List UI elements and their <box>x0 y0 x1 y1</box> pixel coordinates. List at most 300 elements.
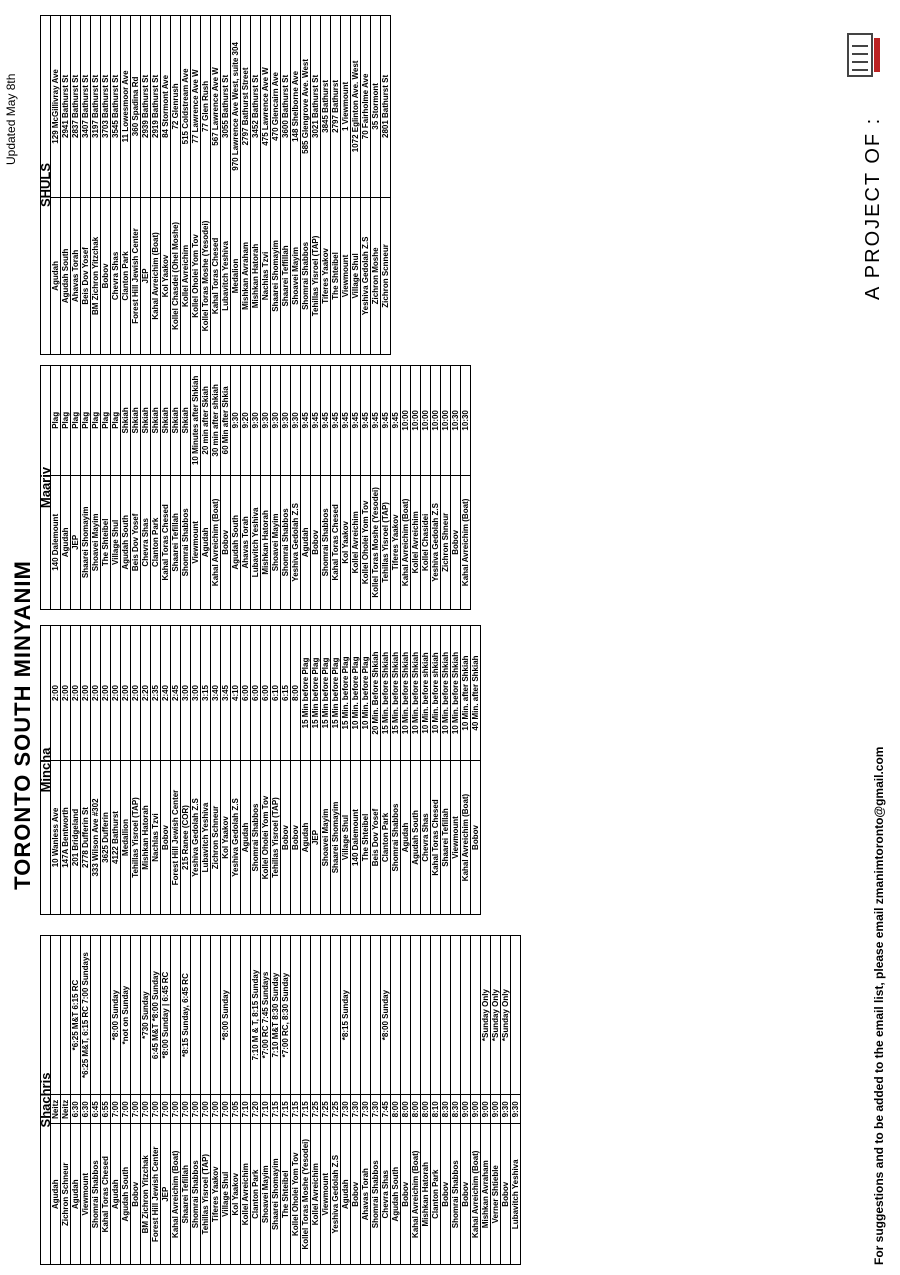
shachris-cell: 6:30 <box>81 1095 91 1124</box>
mincha-cell: Kol Yaakov <box>221 760 231 914</box>
table-row <box>131 936 141 1265</box>
table-row <box>391 366 401 610</box>
shuls-cell: 3055 Bathurst St <box>221 16 231 198</box>
mincha-cell: 15 Min. before Plag <box>341 626 351 761</box>
shuls-cell: Agudah <box>51 197 61 354</box>
shachris-cell: 7:15 <box>281 1095 291 1124</box>
table-row <box>91 936 101 1265</box>
maariv-cell: Kollel Toras Moshe (Yesodei) <box>371 475 381 609</box>
shachris-cell: *8:15 Sunday, 6:45 RC <box>181 936 191 1095</box>
table-row <box>421 936 431 1265</box>
shachris-cell: 7:15 <box>301 1095 311 1124</box>
maariv-cell: Kahal Avreichim (Boat) <box>461 475 471 609</box>
table-row <box>201 936 211 1265</box>
shuls-cell: Kollel Oholei Yom Tov <box>191 197 201 354</box>
mincha-cell: 201 Bridgeland <box>71 760 81 914</box>
mincha-cell: Kahal Toras Chesed <box>431 760 441 914</box>
maariv-cell: 10:00 <box>411 366 421 476</box>
table-row <box>461 626 471 915</box>
updated-date: Updated May 8th <box>4 73 18 165</box>
table-row <box>351 626 361 915</box>
shachris-cell: *8:15 Sunday <box>341 936 351 1095</box>
table-row <box>341 936 351 1265</box>
mincha-cell: 10 Min. before Plag <box>351 626 361 761</box>
shachris-cell: Bobov <box>401 1124 411 1265</box>
table-row <box>451 626 461 915</box>
table-row <box>311 626 321 915</box>
shuls-cell: 470 Glencairn Ave <box>271 16 281 198</box>
mincha-cell: Agudah <box>301 760 311 914</box>
shachris-cell <box>511 936 521 1095</box>
shuls-cell: Tehillas Yisroel (TAP) <box>311 197 321 354</box>
table-row <box>141 366 151 610</box>
table-row <box>451 936 461 1265</box>
shachris-cell: Agudah South <box>121 1124 131 1265</box>
maariv-cell: Agudah <box>201 475 211 609</box>
page-title: TORONTO SOUTH MINYANIM <box>10 560 35 890</box>
maariv-cell: 9:30 <box>271 366 281 476</box>
table-row <box>221 16 231 355</box>
maariv-cell: Bobov <box>221 475 231 609</box>
shuls-cell: Agudah South <box>61 197 71 354</box>
mincha-cell: 8:00 <box>291 626 301 761</box>
maariv-cell: Shkiah <box>151 366 161 476</box>
mincha-cell: 2:20 <box>141 626 151 761</box>
shachris-cell: 8:10 <box>431 1095 441 1124</box>
table-row <box>211 936 221 1265</box>
table-row <box>411 366 421 610</box>
table-row <box>441 626 451 915</box>
shachris-cell: Bobov <box>441 1124 451 1265</box>
mincha-cell: Bobov <box>161 760 171 914</box>
shuls-cell: 2837 Bathurst St <box>71 16 81 198</box>
shachris-cell: 7:00 <box>131 1095 141 1124</box>
table-row <box>231 936 241 1265</box>
table-row <box>81 366 91 610</box>
mincha-cell: 15 Min before Plag <box>321 626 331 761</box>
shachris-cell: Viewmount <box>81 1124 91 1265</box>
maariv-cell: 9:45 <box>391 366 401 476</box>
table-row <box>181 366 191 610</box>
mincha-cell: 40 Min. after Shkiah <box>471 626 481 761</box>
maariv-cell: 9:45 <box>331 366 341 476</box>
table-row <box>151 936 161 1265</box>
mincha-cell: Lubavitch Yeshiva <box>201 760 211 914</box>
shachris-cell <box>391 936 401 1095</box>
shachris-cell <box>131 936 141 1095</box>
shuls-cell: 3197 Bathurst St <box>91 16 101 198</box>
table-row <box>401 936 411 1265</box>
maariv-cell: 10:00 <box>441 366 451 476</box>
table-row <box>121 936 131 1265</box>
mincha-cell: 2:00 <box>121 626 131 761</box>
shuls-cell: 2801 Bathurst St <box>381 16 391 198</box>
maariv-cell: 9:45 <box>381 366 391 476</box>
maariv-cell: Plag <box>71 366 81 476</box>
shachris-cell: Kollel Avreichim <box>241 1124 251 1265</box>
table-row <box>321 366 331 610</box>
table-row <box>461 936 471 1265</box>
shachris-cell <box>401 936 411 1095</box>
shachris-cell <box>351 936 361 1095</box>
shachris-cell: JEP <box>161 1124 171 1265</box>
table-row <box>381 936 391 1265</box>
shachris-cell <box>171 936 181 1095</box>
shuls-cell: Kollel Toras Moshe (Yesodei) <box>201 197 211 354</box>
maariv-cell: 30 min after shkiah <box>211 366 221 476</box>
table-row <box>151 626 161 915</box>
shuls-cell: 3452 Bathurst St <box>251 16 261 198</box>
maariv-cell: Kollel Avreichim <box>411 475 421 609</box>
shachris-cell: Agudah <box>341 1124 351 1265</box>
shachris-cell: 7:45 <box>381 1095 391 1124</box>
shuls-cell: 148 Shelborne Ave <box>291 16 301 198</box>
table-row <box>271 936 281 1265</box>
maariv-cell: Plag <box>111 366 121 476</box>
table-row <box>391 626 401 915</box>
table-row <box>461 366 471 610</box>
shachris-cell: 7:00 <box>121 1095 131 1124</box>
maariv-cell: Plag <box>61 366 71 476</box>
table-row <box>351 16 361 355</box>
shuls-cell: 3703 Bathurst St <box>101 16 111 198</box>
shachris-cell: *8:00 Sunday <box>111 936 121 1095</box>
shachris-cell: Agudah <box>51 1124 61 1265</box>
table-row <box>311 16 321 355</box>
shachris-cell: Mishkan Hatorah <box>421 1124 431 1265</box>
maariv-cell: 140 Dalemount <box>51 475 61 609</box>
maariv-title: Maariv <box>41 366 51 610</box>
table-row <box>401 626 411 915</box>
shuls-cell: Ahavas Torah <box>71 197 81 354</box>
table-row <box>281 366 291 610</box>
shachris-cell: 7:10 M & T, 8:15 Sunday <box>251 936 261 1095</box>
shachris-cell <box>331 936 341 1095</box>
mincha-cell: The Shteibel <box>361 760 371 914</box>
maariv-cell: 9:45 <box>371 366 381 476</box>
shachris-cell: Viewmount <box>321 1124 331 1265</box>
table-row <box>291 16 301 355</box>
shachris-cell: *8:00 Sunday <box>381 936 391 1095</box>
table-row <box>221 936 231 1265</box>
shachris-cell: 9:00 <box>491 1095 501 1124</box>
shachris-cell: Neitz <box>61 1095 71 1124</box>
maariv-cell: 10:00 <box>421 366 431 476</box>
table-row <box>381 16 391 355</box>
mincha-cell: 140 Dalemount <box>351 760 361 914</box>
table-row <box>341 16 351 355</box>
table-row <box>321 626 331 915</box>
maariv-cell: Shkiah <box>161 366 171 476</box>
shuls-cell: The Shteibel <box>331 197 341 354</box>
table-row <box>131 626 141 915</box>
shuls-cell: Bobov <box>101 197 111 354</box>
shachris-cell: 7:00 <box>171 1095 181 1124</box>
maariv-cell: Kahal Avreichim (Boat) <box>401 475 411 609</box>
mincha-cell: 2:00 <box>81 626 91 761</box>
table-row <box>111 366 121 610</box>
table-row <box>251 366 261 610</box>
mincha-cell: 3:15 <box>201 626 211 761</box>
mincha-cell: 2778 Dufferin St <box>81 760 91 914</box>
table-row <box>211 16 221 355</box>
shachris-cell: Clanton Park <box>251 1124 261 1265</box>
maariv-cell: Tiferes Yaakov <box>391 475 401 609</box>
table-row <box>501 936 511 1265</box>
table-row <box>331 16 341 355</box>
shachris-cell: Clanton Park <box>431 1124 441 1265</box>
maariv-cell: Kahal Toras Chesed <box>161 475 171 609</box>
mincha-cell: Forest Hill Jewish Center <box>171 760 181 914</box>
table-row <box>351 936 361 1265</box>
table-row <box>61 936 71 1265</box>
maariv-cell: Agudah <box>301 475 311 609</box>
table-row <box>141 16 151 355</box>
table-row <box>311 366 321 610</box>
maariv-cell: Shaarei Shomayim <box>81 475 91 609</box>
table-row <box>71 626 81 915</box>
shuls-cell: Mishkan Avraham <box>241 197 251 354</box>
shachris-cell: Kahal Avreichim (Boat) <box>411 1124 421 1265</box>
table-row <box>371 626 381 915</box>
table-row <box>371 366 381 610</box>
table-row <box>251 16 261 355</box>
shachris-cell: *8:00 Sunday <box>221 936 231 1095</box>
shachris-cell <box>371 936 381 1095</box>
shachris-cell: 7:20 <box>251 1095 261 1124</box>
maariv-cell: Shkiah <box>171 366 181 476</box>
shachris-cell: Bobov <box>501 1124 511 1265</box>
mincha-cell: Bobov <box>471 760 481 914</box>
shachris-cell <box>231 936 241 1095</box>
mincha-cell: Beis Dov Yosef <box>371 760 381 914</box>
shachris-cell: Shomrai Shabbos <box>91 1124 101 1265</box>
table-row <box>231 366 241 610</box>
table-row <box>91 366 101 610</box>
table-row <box>241 366 251 610</box>
table-row <box>301 16 311 355</box>
shachris-cell <box>451 936 461 1095</box>
mincha-cell: 20 Min. Before Shkiah <box>371 626 381 761</box>
mincha-section <box>40 620 481 915</box>
shachris-cell: Forest Hill Jewish Center <box>151 1124 161 1265</box>
shachris-cell <box>421 936 431 1095</box>
shachris-cell <box>61 936 71 1095</box>
mincha-cell: 6:00 <box>241 626 251 761</box>
maariv-cell: The Shteibel <box>101 475 111 609</box>
mincha-cell: Agudah <box>401 760 411 914</box>
shachris-cell: 7:25 <box>321 1095 331 1124</box>
table-row <box>171 626 181 915</box>
maariv-cell: Bobov <box>311 475 321 609</box>
maariv-cell: Plag <box>101 366 111 476</box>
table-row <box>191 16 201 355</box>
mincha-cell: Yeshiva Gedolah Z.S <box>231 760 241 914</box>
table-row <box>291 936 301 1265</box>
table-row <box>191 626 201 915</box>
mincha-cell: Zichron Schneur <box>211 760 221 914</box>
table-row <box>141 626 151 915</box>
table-row <box>241 626 251 915</box>
maariv-cell: 10:00 <box>431 366 441 476</box>
maariv-cell: Zichron Shneur <box>441 475 451 609</box>
mincha-cell: Medallion <box>121 760 131 914</box>
table-row <box>371 16 381 355</box>
table-row <box>391 936 401 1265</box>
mincha-cell: 4:10 <box>231 626 241 761</box>
maariv-cell: 9:30 <box>261 366 271 476</box>
table-row <box>331 366 341 610</box>
shachris-cell: 7:25 <box>331 1095 341 1124</box>
shachris-cell: 9:30 <box>511 1095 521 1124</box>
table-row <box>381 626 391 915</box>
shachris-cell: *Sunday Only <box>491 936 501 1095</box>
mincha-cell: 10 Min. before Plag <box>361 626 371 761</box>
shachris-cell: Kahal Toras Chesed <box>101 1124 111 1265</box>
mincha-cell: Tehillas Yisroel (TAP) <box>131 760 141 914</box>
table-row <box>181 626 191 915</box>
mincha-cell: 2:00 <box>51 626 61 761</box>
shuls-cell: Tiferes Yaakov <box>321 197 331 354</box>
table-row <box>401 366 411 610</box>
table-row <box>121 626 131 915</box>
table-row <box>271 626 281 915</box>
maariv-cell: Plag <box>81 366 91 476</box>
mincha-cell: 10 Min. before Shkiah <box>441 626 451 761</box>
shuls-cell: 1 Viewmount <box>341 16 351 198</box>
mincha-cell: Yeshiva Gedolah Z.S <box>191 760 201 914</box>
shachris-cell: *8:00 Sunday | 6:45 RC <box>161 936 171 1095</box>
mincha-cell: 10 Min. before shkiah <box>431 626 441 761</box>
maariv-cell: Kollel Chasidei <box>421 475 431 609</box>
shuls-section <box>40 10 391 355</box>
shachris-cell: 8:30 <box>451 1095 461 1124</box>
maariv-cell: Agudah <box>61 475 71 609</box>
maariv-cell: 10:30 <box>451 366 461 476</box>
shuls-cell: 585 Glengrove Ave. West <box>301 16 311 198</box>
maariv-cell: 10:30 <box>461 366 471 476</box>
mincha-cell: 3:40 <box>211 626 221 761</box>
shuls-cell: Mishkan Hatorah <box>251 197 261 354</box>
shachris-cell <box>411 936 421 1095</box>
table-row <box>261 16 271 355</box>
shachris-cell: Agudah South <box>391 1124 401 1265</box>
table-row <box>121 366 131 610</box>
maariv-cell: Lubavitch Yeshiva <box>251 475 261 609</box>
maariv-cell: Shomrai Shabbos <box>321 475 331 609</box>
mincha-cell: Chevra Shas <box>421 760 431 914</box>
maariv-cell: 9:45 <box>361 366 371 476</box>
mincha-cell: 2:00 <box>61 626 71 761</box>
shachris-cell <box>91 936 101 1095</box>
table-row <box>371 936 381 1265</box>
mincha-cell: Village Shul <box>341 760 351 914</box>
table-row <box>421 366 431 610</box>
maariv-cell: 9:30 <box>251 366 261 476</box>
mincha-cell: 2:00 <box>101 626 111 761</box>
maariv-cell: 60 Min after Shkia <box>221 366 231 476</box>
shachris-cell: Kollel Avreichim <box>311 1124 321 1265</box>
shachris-cell: 6:45 <box>91 1095 101 1124</box>
table-row <box>91 16 101 355</box>
table-row <box>161 936 171 1265</box>
footer-note: For suggestions and to be added to the email list, please email zmanimtoronto@gmail.com <box>872 746 886 1265</box>
maariv-cell: 9:30 <box>291 366 301 476</box>
table-row <box>161 16 171 355</box>
shuls-cell: 567 Lawrence Ave W <box>211 16 221 198</box>
maariv-cell: Kahal Toras Chesed <box>331 475 341 609</box>
shuls-cell: 3845 Bathurst <box>321 16 331 198</box>
mincha-cell: 6:10 <box>271 626 281 761</box>
shachris-cell: 7:00 <box>201 1095 211 1124</box>
table-row <box>471 626 481 915</box>
mincha-cell: 10 Min. before Shkiah <box>411 626 421 761</box>
table-row <box>181 936 191 1265</box>
shachris-cell <box>431 936 441 1095</box>
shachris-cell: Shomrai Shabbos <box>371 1124 381 1265</box>
shuls-cell: 1072 Eglinton Ave. West <box>351 16 361 198</box>
shuls-table <box>40 15 391 355</box>
shachris-cell: Shomrai Shabbos <box>451 1124 461 1265</box>
shachris-cell: 7:25 <box>311 1095 321 1124</box>
maariv-cell: Plag <box>91 366 101 476</box>
table-row <box>191 366 201 610</box>
maariv-cell: Kahal Avreichim (Boat) <box>211 475 221 609</box>
table-row <box>221 366 231 610</box>
table-row <box>161 366 171 610</box>
mincha-cell: 15 Min. before Shkiah <box>391 626 401 761</box>
shuls-cell: Kollel Chasdei (Ohel Moshe) <box>171 197 181 354</box>
table-row <box>481 936 491 1265</box>
maariv-table <box>40 365 471 610</box>
table-row <box>81 16 91 355</box>
shachris-cell: 7:10 <box>241 1095 251 1124</box>
shachris-cell: 7:00 <box>191 1095 201 1124</box>
table-row <box>351 366 361 610</box>
table-row <box>441 936 451 1265</box>
table-row <box>151 366 161 610</box>
shuls-cell: Shoavei Mayim <box>291 197 301 354</box>
mincha-cell: 15 Min before Plag <box>311 626 321 761</box>
table-row <box>261 626 271 915</box>
shachris-cell: BM Zichron Yitzchak <box>141 1124 151 1265</box>
mincha-cell: 147A Bentworth <box>61 760 71 914</box>
shuls-cell: Kahal Avreichim (Boat) <box>151 197 161 354</box>
table-row <box>361 936 371 1265</box>
shachris-cell: Shaarei Tefillah <box>181 1124 191 1265</box>
table-row <box>161 626 171 915</box>
shachris-cell: 7:10 <box>261 1095 271 1124</box>
table-row <box>361 16 371 355</box>
table-row <box>431 936 441 1265</box>
table-row <box>211 626 221 915</box>
shachris-cell: Agudah <box>71 1124 81 1265</box>
shuls-cell: Lubavitch Yeshiva <box>221 197 231 354</box>
shachris-cell: Ahavas Torah <box>361 1124 371 1265</box>
table-row <box>341 626 351 915</box>
mincha-cell: 10 Min. before Shkiah <box>401 626 411 761</box>
table-row <box>141 936 151 1265</box>
maariv-cell: 20 min after Skiah <box>201 366 211 476</box>
shuls-cell: Shomrai Shabbos <box>301 197 311 354</box>
shachris-cell <box>291 936 301 1095</box>
table-row <box>451 366 461 610</box>
table-row <box>321 16 331 355</box>
shachris-cell: Village Shul <box>221 1124 231 1265</box>
shachris-cell: Kahal Avreichim (Boat) <box>171 1124 181 1265</box>
mincha-cell: 333 Wilson Ave #302 <box>91 760 101 914</box>
mincha-cell: 2:45 <box>171 626 181 761</box>
